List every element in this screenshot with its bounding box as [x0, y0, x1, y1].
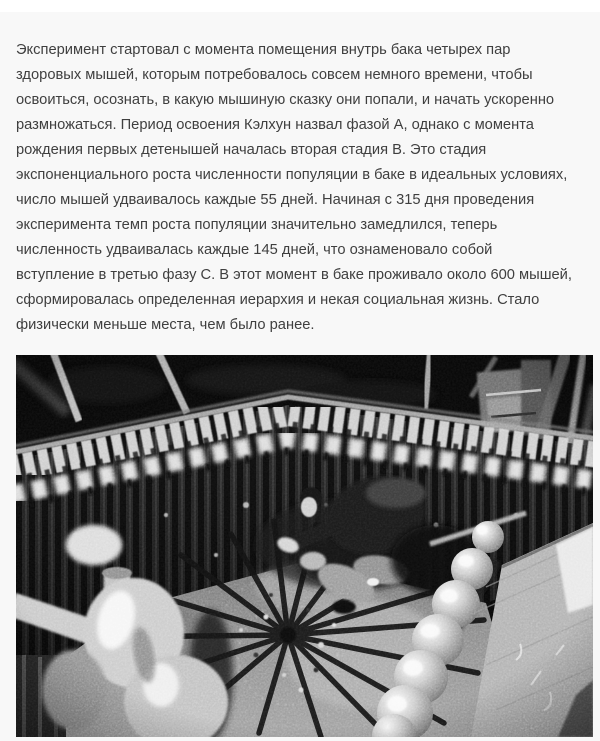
paragraph-line: физически меньше места, чем было ранее.	[16, 317, 315, 333]
paragraph-line: сформировалась определенная иерархия и некая социальная жизнь. Стало	[16, 292, 540, 308]
paragraph-line: эксперимента темп роста популяции значительно замедлился, теперь	[16, 217, 498, 233]
paragraph-line: освоиться, осознать, в какую мышиную сказку они попали, и начать ускоренно	[16, 92, 555, 108]
film-grain-highlight	[16, 355, 593, 737]
paragraph-line: численность удваивалась каждые 145 дней, что ознаменовало собой	[16, 242, 493, 258]
page-top-strip	[0, 0, 600, 12]
paragraph-line: размножаться. Период освоения Кэлхун назвал фазой А, однако с момента	[16, 117, 534, 133]
paragraph-line: экспоненциального роста численности популяции в баке в идеальных условиях,	[16, 167, 568, 183]
paragraph-line: Эксперимент стартовал с момента помещения внутрь бака четырех пар	[16, 42, 511, 58]
paragraph-line: здоровых мышей, которым потребовалось совсем немного времени, чтобы	[16, 67, 533, 83]
article-text	[0, 12, 600, 338]
photo-canvas	[16, 355, 593, 737]
paragraph-line: рождения первых детенышей началась вторая стадия B. Это стадия	[16, 142, 487, 158]
paragraph-line: вступление в третью фазу C. В этот момент в баке проживало около 600 мышей,	[16, 267, 572, 283]
paragraph-line: число мышей удваивалось каждые 55 дней. Начиная с 315 дня проведения	[16, 192, 535, 208]
universe25-experiment-photo	[16, 355, 593, 737]
